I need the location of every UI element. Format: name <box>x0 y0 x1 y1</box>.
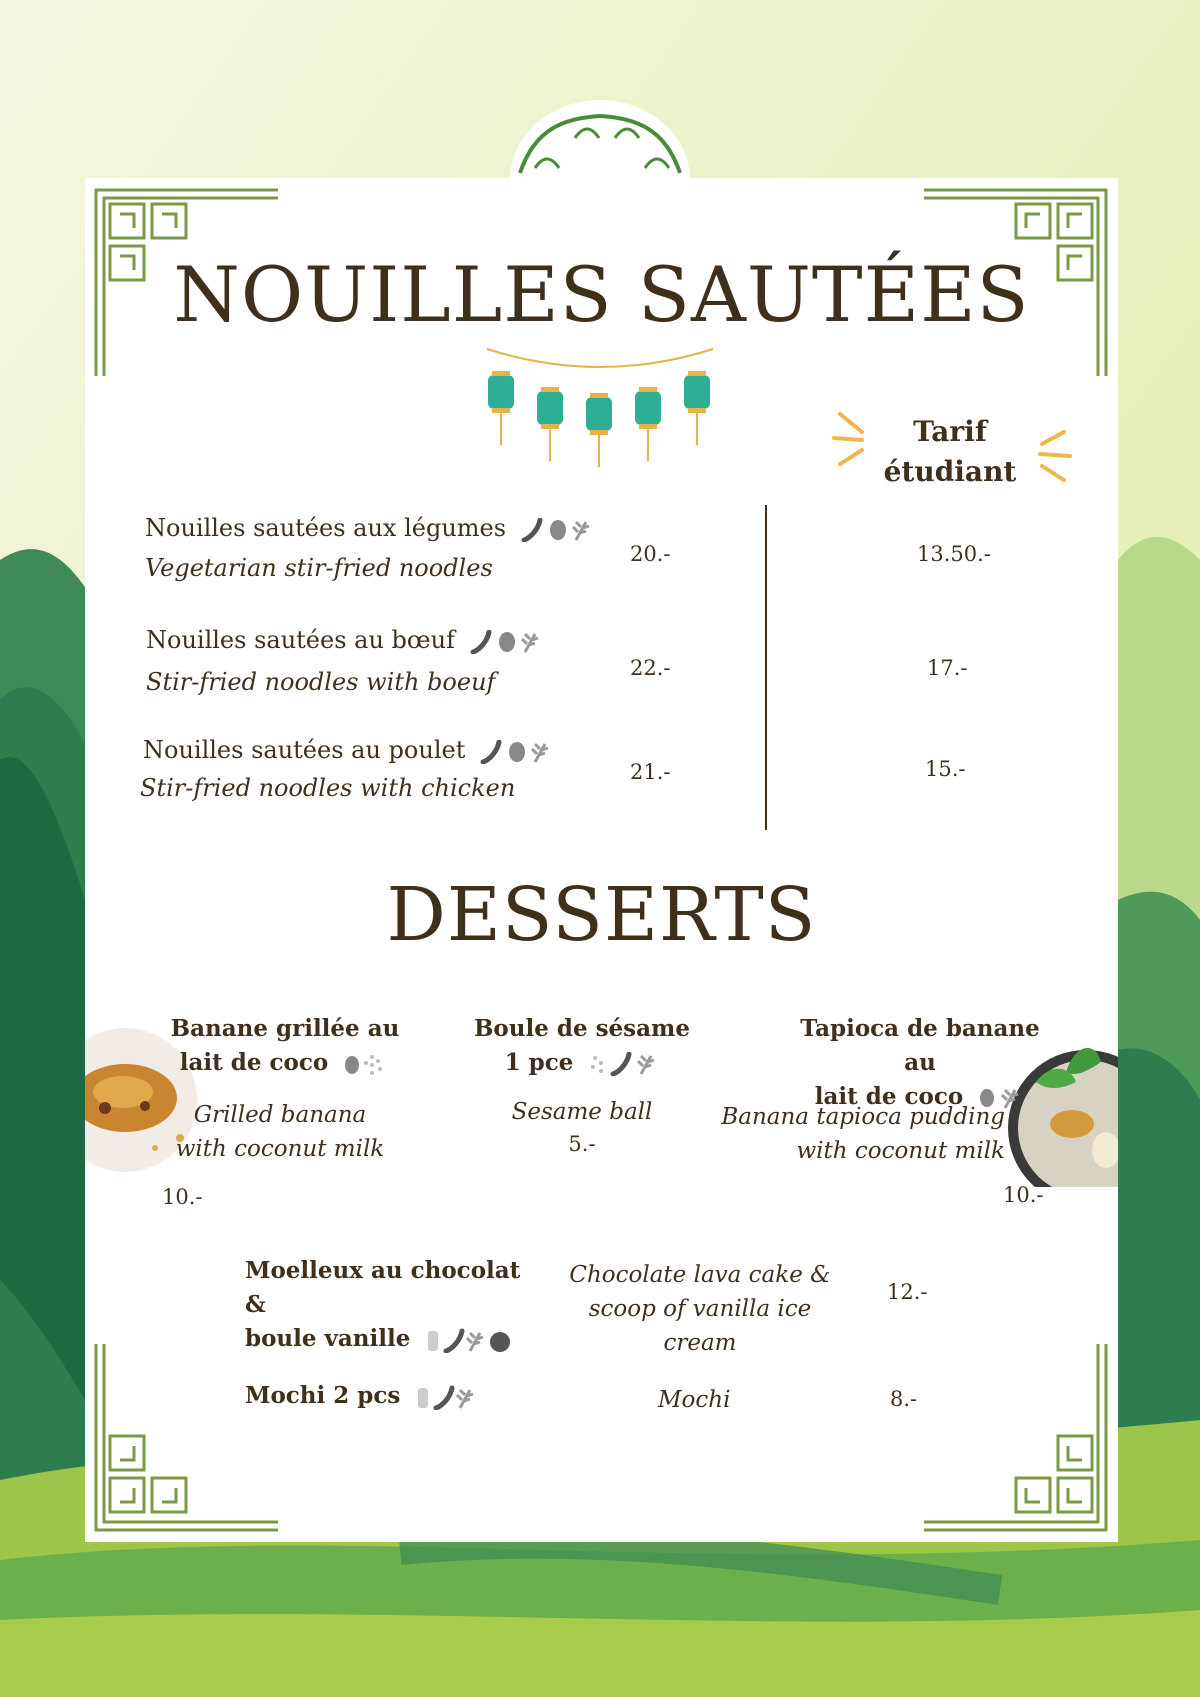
price-divider <box>765 505 767 830</box>
dessert-4-price: 12.- <box>887 1280 928 1304</box>
wheat-icon <box>467 1333 483 1351</box>
tarif-label-line1: Tarif <box>913 415 987 448</box>
allergen-icons <box>342 1051 390 1077</box>
wheat-icon <box>638 1056 654 1074</box>
wheat-icon <box>522 634 538 652</box>
dessert-4-en: Chocolate lava cake & scoop of vanilla ice cream <box>569 1262 831 1356</box>
noodle-item-1-student-price: 13.50.- <box>917 542 991 566</box>
chili-icon <box>473 632 489 652</box>
noodle-item-2-student-price: 17.- <box>927 656 968 680</box>
dessert-3-fr: Tapioca de banane au lait de coco <box>800 1015 1040 1110</box>
peanut-icon <box>499 632 515 652</box>
noodle-item-1-en: Vegetarian stir-fried noodles <box>145 554 493 582</box>
noodle-item-3-price: 21.- <box>630 760 671 784</box>
chili-icon <box>613 1054 629 1074</box>
dragon-ornament <box>505 98 695 180</box>
peanut-icon <box>509 742 525 762</box>
noodle-item-2 <box>146 626 541 696</box>
noodle-item-1 <box>145 514 592 582</box>
wheat-icon <box>573 522 589 540</box>
chili-icon <box>524 520 540 540</box>
sesame-icon <box>591 1056 603 1073</box>
corner-frame-bottom-right <box>920 1340 1110 1535</box>
corner-frame-bottom-left <box>92 1340 282 1535</box>
chili-icon <box>483 742 499 762</box>
noodle-item-2-fr: Nouilles sautées au bœuf <box>146 626 455 654</box>
noodle-item-3 <box>140 736 551 802</box>
lanterns-icon <box>485 345 715 470</box>
noodle-item-3-en: Stir-fried noodles with chicken <box>140 774 516 802</box>
allergen-icons <box>469 630 541 654</box>
noodle-item-3-student-price: 15.- <box>925 757 966 781</box>
chili-icon <box>446 1331 462 1351</box>
allergen-icons <box>414 1384 480 1410</box>
dessert-1-price: 10.- <box>162 1185 203 1209</box>
dessert-2-price: 5.- <box>568 1132 596 1156</box>
milk-icon <box>418 1388 428 1408</box>
dessert-3-en: Banana tapioca pudding with coconut milk <box>721 1104 1005 1164</box>
noodles-title: NOUILLES SAUTÉES <box>173 250 1030 339</box>
dessert-2-fr: Boule de sésame 1 pce <box>473 1015 690 1076</box>
dessert-5-en: Mochi <box>658 1387 731 1413</box>
tarif-label-line2: étudiant <box>883 455 1017 488</box>
noodle-item-2-price: 22.- <box>630 656 671 680</box>
noodle-item-1-price: 20.- <box>630 542 671 566</box>
dessert-3-price: 10.- <box>1003 1183 1044 1207</box>
noodle-item-3-fr: Nouilles sautées au poulet <box>143 736 466 764</box>
tarif-etudiant-label <box>870 412 1030 492</box>
wheat-icon <box>532 744 548 762</box>
peanut-icon <box>345 1056 359 1074</box>
dessert-5-fr: Mochi 2 pcs <box>245 1382 480 1410</box>
sparkle-right-icon <box>1032 428 1072 488</box>
allergen-icons <box>479 740 551 764</box>
dessert-1-en: Grilled banana with coconut milk <box>175 1102 385 1162</box>
dessert-5-price: 8.- <box>890 1387 918 1411</box>
desserts-title: DESSERTS <box>386 872 817 958</box>
dessert-2-en: Sesame ball 5.- <box>472 1096 692 1160</box>
allergen-icons <box>587 1052 659 1076</box>
dessert-4-fr: Moelleux au chocolat & boule vanille <box>245 1257 521 1352</box>
chili-icon <box>436 1388 452 1408</box>
sesame-icon <box>364 1055 382 1075</box>
allergen-icons <box>520 518 592 542</box>
peanut-icon <box>550 520 566 540</box>
allergen-icons <box>424 1327 514 1353</box>
noodle-item-2-en: Stir-fried noodles with boeuf <box>146 668 496 696</box>
dessert-1-fr: Banane grillée au lait de coco <box>170 1015 400 1076</box>
milk-icon <box>428 1331 438 1351</box>
egg-icon <box>490 1332 510 1352</box>
wheat-icon <box>457 1390 473 1408</box>
sparkle-left-icon <box>832 410 872 470</box>
noodle-item-1-fr: Nouilles sautées aux légumes <box>145 514 507 542</box>
